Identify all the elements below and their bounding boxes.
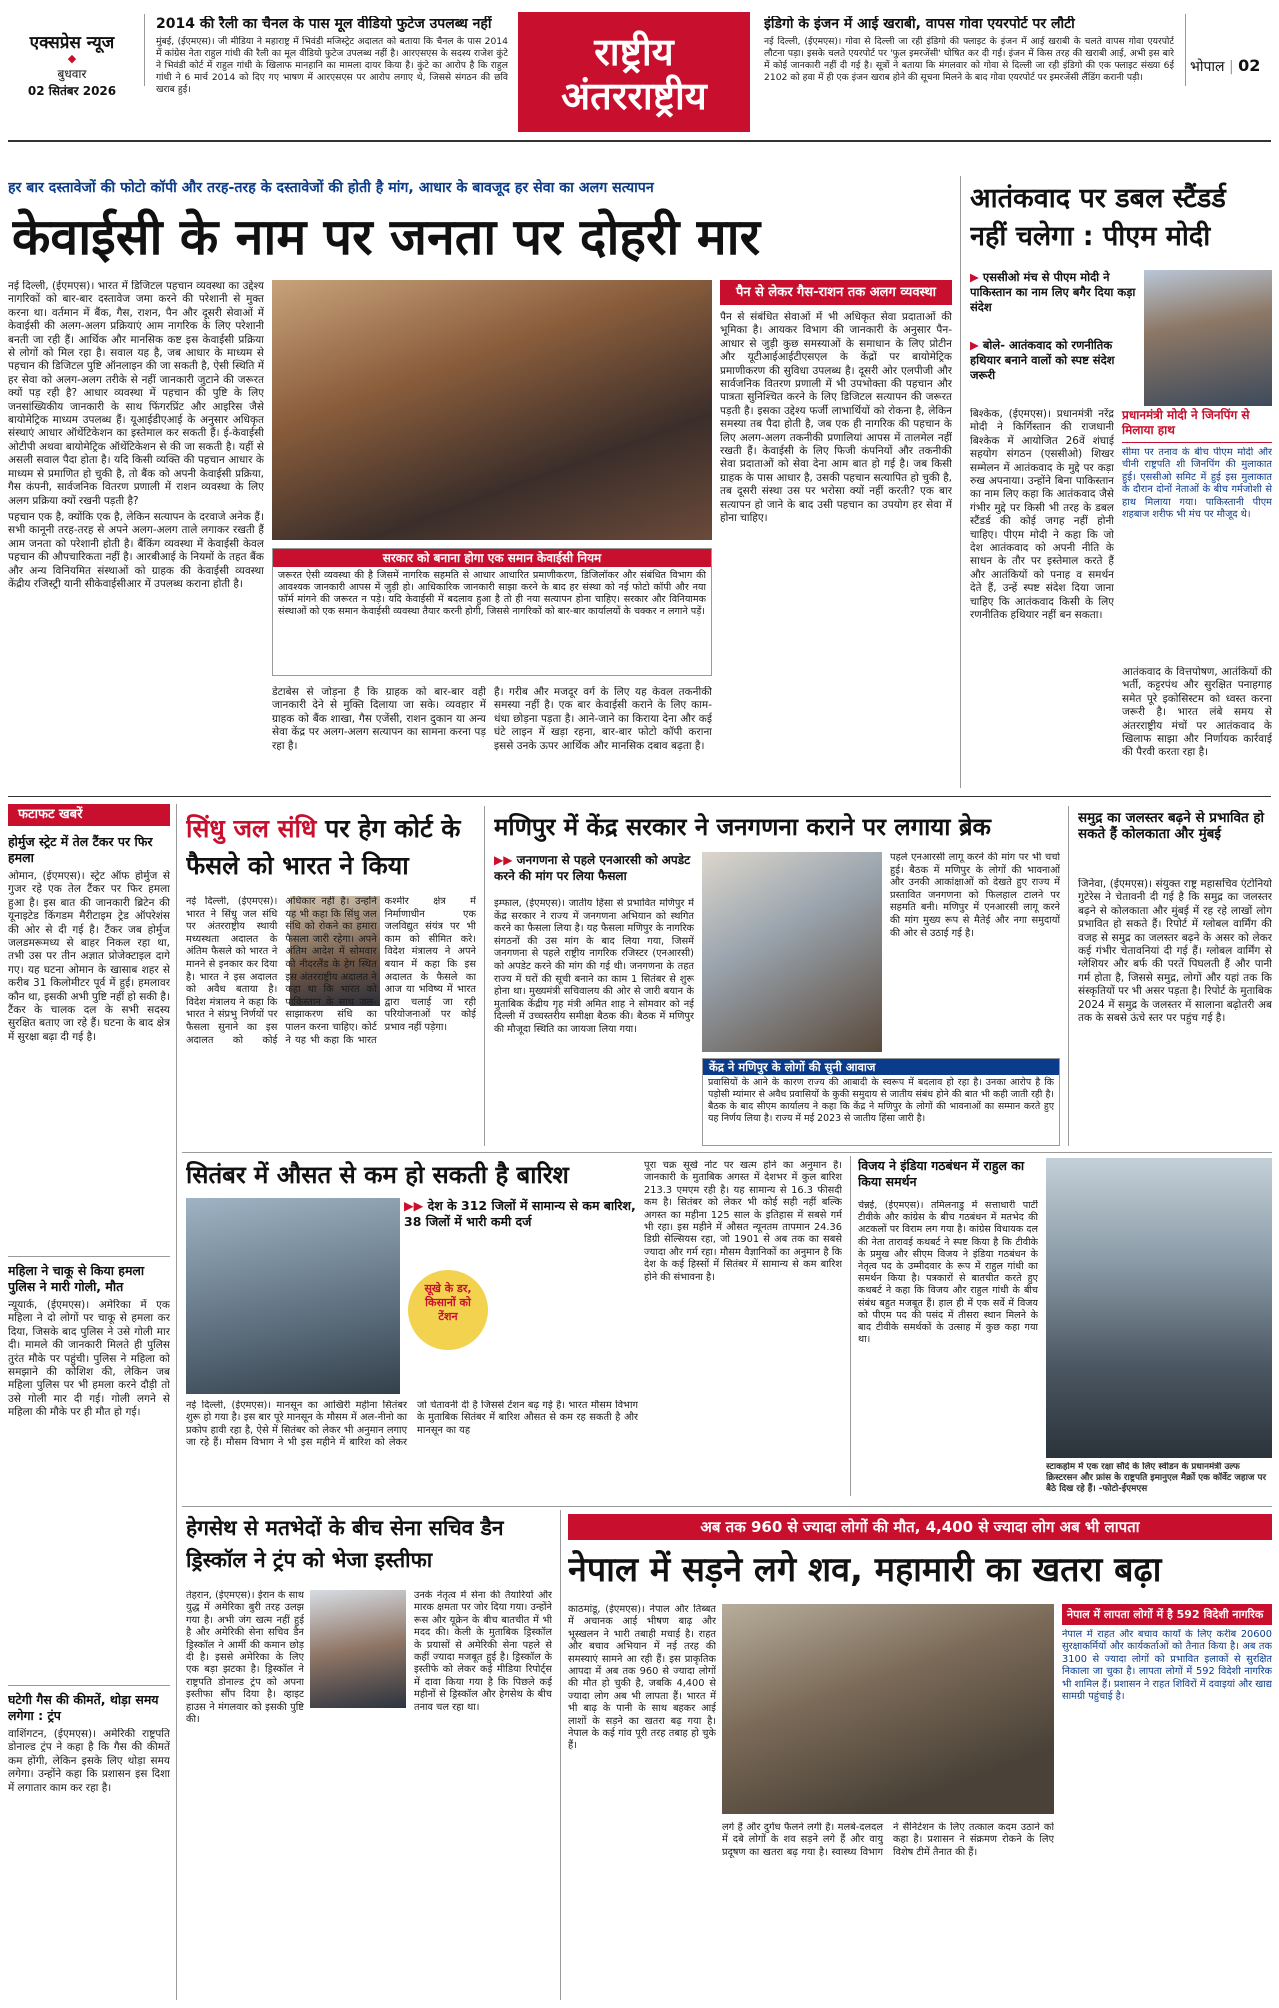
fatafat-item-3-body: वाशिंगटन, (ईएमएस)। अमेरिकी राष्ट्रपति डोनाल्ड ट्रंप ने कहा है कि गैस की कीमतें कम होंगी, लेकिन इसके लिए थोड़ा समय लगेगा। उन्होंने कहा कि प्रशासन इस दिशा में लगातार काम कर रहा है। [8, 1728, 170, 1794]
manipur-box-body: प्रवासियों के आने के कारण राज्य की आबादी के स्वरूप में बदलाव हो रहा है। उनका आरोप है कि पड़ोसी म्यांमार से अवैध प्रवासियों के कुकी समुदाय से जातीय संबंध होने की बात भी कही जाती रही है। बैठक के बाद सीएम कार्यालय ने कहा कि केंद्र ने मणिपुर के लोगों की भावनाओं का सम्मान करते हुए यह निर्णय लिया है। राज्य में मई 2023 से जातीय हिंसा जारी है। [708, 1077, 1054, 1124]
lead-col3: है। गरीब और मजदूर वर्ग के लिए यह केवल तकनीकी समस्या नहीं है। एक बार केवाईसी कराने के लिए काम-धंधा छोड़ना पड़ता है। आने-जाने का किराया देना और कई घंटे लाइन में खड़ा रहना, बार-बार फोटो कॉपी कराना इससे उनके ऊपर आर्थिक और मानसिक दबाव बढ़ता है। [494, 686, 712, 752]
nepal-body-1: काठमांडू, (ईएमएस)। नेपाल और तिब्बत में अचानक आई भीषण बाढ़ और भूस्खलन ने भारी तबाही मचाई है। राहत और बचाव अभियान में नई तरह की समस्याएं सामने आ रही हैं। इस प्राकृतिक आपदा में अब तक 960 से ज्यादा लोगों की मौत हो चुकी है, जबकि 4,400 से ज्यादा लोग अब भी लापता हैं। भारत में भी बाढ़ के पानी के साथ बहकर आई लाशों के सड़ने का खतरा बढ़ गया है। नेपाल के कई गांव पूरी तरह तबाह हो चुके हैं। [568, 1604, 716, 1752]
lead-col1-para2: पहचान एक है, क्योंकि एक है, लेकिन सत्यापन के दरवाजे अनेक हैं। सभी कानूनी तरह-तरह से अपने अलग-अलग ताले लगाकर रखती हैं आम जनता को परेशानी होती है। बैंकिंग व्यवस्था में केवाईसी केवल पहचान की औपचारिकता नहीं है। आरबीआई के नियमों के तहत बैंक और अन्य विनियमित संस्थाओं को ग्राहक की केवाईसी व्यवस्था केंद्रीय रजिस्ट्री यानी सीकेवाईसीआर में उपलब्ध कराना होती है। [8, 510, 264, 590]
rain-photo [186, 1198, 400, 1394]
top-left-body: मुंबई, (ईएमएस)। जी मीडिया ने महाराष्ट्र में भिवंडी मजिस्ट्रेट अदालत को बताया कि चैनल के पास 2014 में कांग्रेस नेता राहुल गांधी की रैली का मूल वीडियो फुटेज उपलब्ध नहीं है। आरएसएस के सदस्य राजेश कुंटे ने भिवंडी कोर्ट में राहुल गांधी के खिलाफ मानहानि का मामला दायर किया है। कुंटे का आरोप है कि राहुल गांधी ने 6 मार्च 2014 को दिए गए भाषण में आरएसएस पर आरोप लगाए थे, जिससे संगठन की छवि खराब हुई। [156, 36, 508, 95]
modi-box [1122, 408, 1272, 658]
fatafat-item-1-body: ओमान, (ईएमएस)। स्ट्रेट ऑफ होर्मुज से गुजर रहे एक तेल टैंकर पर फिर हमला हुआ है। इस बात की जानकारी ब्रिटेन की यूनाइटेड किंगडम मैरीटाइम ट्रेड ऑपरेशंस की ओर से दी गई है। टैंकर जब होर्मुज जलडमरूमध्य से बाहर निकल रहा था, तभी उस पर तीन अज्ञात प्रोजेक्टाइल दागे गए। यह घटना ओमान के खासाब शहर से करीब 31 किलोमीटर पूर्व में हुई। हमलावर कौन था, इसकी अभी पुष्टि नहीं हो सकी है। टैंकर के चालक दल के सभी सदस्य सुरक्षित बताए जा रहे हैं। घटना के बाद क्षेत्र में सुरक्षा बढ़ा दी गई है। [8, 870, 170, 1043]
manipur-box [702, 1058, 1060, 1146]
fatafat-item-3 [8, 1692, 170, 1968]
top-left-headline: 2014 की रैली का चैनल के पास मूल वीडियो फुटेज उपलब्ध नहीं [156, 16, 492, 32]
corvette-photo-caption: स्टाकहोम में एक रक्षा सौदे के लिए स्वीडन के प्रधानमंत्री उल्फ क्रिस्टरसन और फ्रांस के राष्ट्रपति इमानुएल मैक्रों एक कॉर्वेट जहाज पर बैठे दिख रहे हैं। -फोटो-ईएमएस [1046, 1462, 1267, 1494]
manipur-col2: पहले एनआरसी लागू करने की मांग पर भी चर्चा हुई। बैठक में मणिपुर के लोगों की भावनाओं और उनकी आकांक्षाओं को देखते हुए राज्य में प्रस्तावित जनगणना को फिलहाल टालने पर सहमति बनी। मणिपुर में एनआरसी लागू करने की मांग मुख्य रूप से मैतेई और नगा समुदायों की ओर से उठाई गई है। [890, 852, 1060, 939]
rain-body-2: पूरा चक्र सूखे नोट पर खत्म होने का अनुमान है। जानकारी के मुताबिक अगस्त में देशभर में कुल बारिश 213.3 एमएम रही है। यह सामान्य से 16.3 फीसदी कम है। सितंबर को लेकर भी कोई सही नहीं बल्कि अगस्त का महीना 125 साल के इतिहास में सबसे गर्म भी रहा। इस महीने में औसत न्यूनतम तापमान 24.36 डिग्री सेल्सियस रहा, जो 1901 से अब तक का सबसे ज्यादा और गर्म रहा। मौसम वैज्ञानिकों का अनुमान है कि देश के कई हिस्सों में सितंबर में सामान्य से कम बारिश होने की संभावना है। [644, 1160, 842, 1283]
rain-body-1: नई दिल्ली, (ईएमएस)। मानसून का आखिरी महीना सितंबर शुरू हो गया है। इस बार पूरे मानसून के मौसम में अल-नीनो का प्रकोप हावी रहा है, ऐसे में सितंबर को लेकर भी अनुमान लगाए जा रहे हैं। मौसम विभाग ने भी इस महीने में बारिश को लेकर जो चेतावनी दी है जिससे टेंशन बढ़ गई है। भारत मौसम विभाग के मुताबिक सितंबर में बारिश औसत से कम रह सकती है और मानसून का यह [186, 1400, 638, 1449]
nepal-body-2: लगे हैं और दुर्गंध फैलने लगी है। मलबे-दलदल में दबे लोगों के शव सड़ने लगे हैं और वायु प्रदूषण का खतरा बढ़ गया है। स्वास्थ्य विभाग ने सैनिटेशन के लिए तत्काल कदम उठाने को कहा है। प्रशासन ने संक्रमण रोकने के लिए विशेष टीमें तैनात की हैं। [722, 1822, 1054, 1858]
lead-photo-crowd [272, 280, 712, 540]
nepal-photo [722, 1604, 1054, 1814]
fatafat-item-3-head: घटेगी गैस की कीमतें, थोड़ा समय लगेगा : ट्रंप [8, 1692, 159, 1723]
modi-bullet-2-text: बोले- आतंकवाद को रणनीतिक हथियार बनाने वालों को स्पष्ट संदेश जरूरी [970, 338, 1115, 382]
hegseth-photo [310, 1590, 406, 1708]
manipur-subhead: ▶▶ जनगणना से पहले एनआरसी को अपडेट करने की मांग पर लिया फैसला [494, 853, 691, 883]
indus-body: नई दिल्ली, (ईएमएस)। भारत ने सिंधु जल संधि पर अंतरराष्ट्रीय स्थायी मध्यस्थता अदालत के अंतिम फैसले को भारत ने मानने से इनकार कर दिया है। भारत ने इस अदालत को अवैध बताया है। विदेश मंत्रालय ने कहा कि भारत ने संप्रभु निर्णयों पर फैसला सुनाने का इस अदालत को कोई अधिकार नहीं है। उन्होंने यह भी कहा कि सिंधु जल संधि को रोकने का हमारा फैसला जारी रहेगा। अपने अंतिम आदेश में सोमवार को नीदरलैंड के हेग स्थित इस अंतरराष्ट्रीय अदालत ने कहा था कि भारत को पाकिस्तान के साथ जल-साझाकरण संधि का पालन करना चाहिए। कोर्ट ने यह भी कहा कि भारत कश्मीर क्षेत्र में निर्माणाधीन एक जलविद्युत संयंत्र पर भी काम को सीमित करे। विदेश मंत्रालय ने अपने बयान में कहा कि इस अदालत के फैसले का आज या भविष्य में भारत द्वारा चलाई जा रही परियोजनाओं पर कोई प्रभाव नहीं पड़ेगा। [186, 896, 476, 1046]
modi-headline: आतंकवाद पर डबल स्टैंडर्ड नहीं चलेगा : पीएम मोदी [970, 183, 1226, 252]
modi-bullet-1-text: एससीओ मंच से पीएम मोदी ने पाकिस्तान का नाम लिए बगैर दिया कड़ा संदेश [970, 270, 1136, 314]
lead-inset-body: जरूरत ऐसी व्यवस्था की है जिसमें नागरिक सहमति से आधार आधारित प्रमाणीकरण, डिजिलॉकर और संबंधित विभाग की आवश्यक जानकारी आपस में जुड़ी हो। आधिकारिक जानकारी साझा करने के बाद हर संस्था को नई फोटो कॉपी और नया फॉर्म मांगने की जरूरत न पड़े। यदि केवाईसी में बदलाव हुआ है तो ही नया सत्यापन होना चाहिए। सरकार और विनियामक संस्थाओं को एक समान केवाईसी व्यवस्था तैयार करनी होगी, जिससे नागरिकों को बार-बार कार्यालयों के चक्कर न लगाने पड़ें। [278, 570, 706, 617]
manipur-subhead-text: जनगणना से पहले एनआरसी को अपडेट करने की मांग पर लिया फैसला [494, 853, 691, 883]
modi-photo [1144, 270, 1272, 406]
fatafat-item-2-body: न्यूयार्क, (ईएमएस)। अमेरिका में एक महिला ने दो लोगों पर चाकू से हमला कर दिया, जिसके बाद पुलिस ने उसे गोली मार दी। मामले की जानकारी मिलते ही पुलिस तुरंत मौके पर पहुंची। पुलिस ने महिला को समझाने की कोशिश की, लेकिन जब महिला पुलिस पर भी हमला करने दौड़ी तो उसे गोली मार दी गई। गोली लगने से महिला की मौके पर ही मौत हो गई। [8, 1299, 170, 1419]
coastal-body: जिनेवा, (ईएमएस)। संयुक्त राष्ट्र महासचिव एंटोनियो गुटेरेस ने चेतावनी दी गई है कि समुद्र का जलस्तर बढ़ने से कोलकाता और मुंबई में रह रहे लाखों लोग प्रभावित हो सकते हैं। रिपोर्ट में ग्लोबल वार्मिंग की वजह से समुद्र का जलस्तर बढ़ने के असर को लेकर कई गंभीर चेतावनियां दी गई हैं। ग्लोबल वार्मिंग से ग्लेशियर और बर्फ की परतें पिघलती हैं और पानी गर्म होता है, जिससे समुद्र, लोगों और यहां तक कि संस्कृतियों पर भी असर पड़ता है। रिपोर्ट के मुताबिक 2024 में समुद्र के जलस्तर में सालाना बढ़ोतरी अब तक के सबसे ऊंचे स्तर पर पहुंच गई है। [1078, 878, 1272, 1025]
top-right-story [764, 16, 1174, 96]
modi-bullets [970, 270, 1138, 400]
top-right-body: नई दिल्ली, (ईएमएस)। गोवा से दिल्ली जा रही इंडिगो की फ्लाइट के इंजन में आई खराबी के चलते वापस गोवा एयरपोर्ट लौटना पड़ा। इसके चलते एयरपोर्ट पर 'फुल इमरजेंसी' घोषित कर दी गई। इंजन में किस तरह की खराबी आई, अभी इस बारे में कोई जानकारी नहीं दी गई है। सूत्रों ने बताया कि मंगलवार को गोवा से दिल्ली जा रही इंडिगो की एक फ्लाइट संख्या 6ई 2102 को हवा में ही एक इंजन खराब होने की सूचना मिलने के बाद गोवा एयरपोर्ट पर इमरजेंसी लैंडिंग करानी पड़ी। [764, 36, 1174, 83]
rain-badge [408, 1270, 488, 1350]
lead-col1 [8, 280, 264, 785]
section-banner [518, 12, 750, 132]
manipur-body: इम्फाल, (ईएमएस)। जातीय हिंसा से प्रभावित मणिपुर में केंद्र सरकार ने राज्य में जनगणना अभियान को स्थगित करने का फैसला लिया है। यह फैसला मणिपुर के नागरिक संगठनों की उस मांग के बाद लिया गया, जिसमें जनगणना से पहले राष्ट्रीय नागरिक रजिस्टर (एनआरसी) को अपडेट करने की मांग की गई थी। जनगणना के तहत राज्य में घरों की सूची बनाने का काम 1 सितंबर से शुरू होना था। मुख्यमंत्री सचिवालय की ओर से जारी बयान के मुताबिक केंद्रीय गृह मंत्री अमित शाह ने सोमवार को नई दिल्ली में उच्चस्तरीय समीक्षा बैठक की। बैठक में मणिपुर की मौजूदा स्थिति का जायजा लिया गया। [494, 898, 694, 1035]
manipur-headline: मणिपुर में केंद्र सरकार ने जनगणना कराने पर लगाया ब्रेक [494, 813, 991, 841]
vijay-body: चेन्नई, (ईएमएस)। तमिलनाडु में सत्ताधारी पार्टी टीवीके और कांग्रेस के बीच गठबंधन में मतभेद की अटकलों पर विराम लग गया है। कांग्रेस विधायक दल की नेता तारावई कथबर्ट ने स्पष्ट किया है कि टीवीके के प्रमुख और सीएम विजय ने इंडिया गठबंधन के नेतृत्व पद के उम्मीदवार के रूप में राहुल गांधी का समर्थन किया है। पत्रकारों से बातचीत करते हुए कथबर्ट ने कहा कि विजय और राहुल गांधी के बीच संबंध बहुत मजबूत हैं। हाल ही में एक सर्वे में विजय को पीएम पद की पसंद में तीसरा स्थान मिलने के बाद टीवीके समर्थकों के उत्साह में कुछ कहा गया था। [858, 1200, 1038, 1346]
modi-box-body: सीमा पर तनाव के बीच पीएम मोदी और चीनी राष्ट्रपति शी जिनपिंग की मुलाकात हुई। एससीओ समिट में हुई इस मुलाकात के दौरान दोनों नेताओं के बीच गर्मजोशी से हाथ मिलाया गया। पाकिस्तानी पीएम शहबाज शरीफ भी मंच पर मौजूद थे। [1122, 447, 1272, 521]
indus-headline [186, 810, 476, 886]
fatafat-item-2-head: महिला ने चाकू से किया हमला पुलिस ने मारी गोली, मौत [8, 1263, 145, 1294]
modi-bullet-2: ▶ बोले- आतंकवाद को रणनीतिक हथियार बनाने वालों को स्पष्ट संदेश जरूरी [970, 338, 1115, 382]
page-number: 02 [1238, 56, 1261, 75]
indus-headline-rest: पर हेग कोर्ट के फैसले को भारत ने किया [186, 814, 461, 880]
nepal-sidebar-body: नेपाल में राहत और बचाव कार्यों के लिए करीब 20600 सुरक्षाकर्मियों और कार्यकर्ताओं को तैनात किया है। अब तक 3100 से ज्यादा लोगों को प्रभावित इलाकों से सुरक्षित निकाला जा चुका है। लापता लोगों में 592 विदेशी नागरिक भी शामिल हैं। प्रशासन ने राहत शिविरों में दवाइयां और खाद्य सामग्री पहुंचाई है। [1062, 1629, 1272, 1703]
lead-kicker: हर बार दस्तावेजों की फोटो कॉपी और तरह-तरह के दस्तावेजों की होती है मांग, आधार के बावजूद हर सेवा का अलग सत्यापन [8, 180, 654, 196]
modi-body: बिश्केक, (ईएमएस)। प्रधानमंत्री नरेंद्र मोदी ने किर्गिस्तान की राजधानी बिश्केक में आयोजित 26वें शंघाई सहयोग संगठन (एससीओ) शिखर सम्मेलन में आतंकवाद के मुद्दे पर कड़ा रुख अपनाया। उन्होंने बिना पाकिस्तान का नाम लिए कहा कि आतंकवाद जैसे गंभीर मुद्दे पर किसी भी तरह के डबल स्टैंडर्ड की कोई जगह नहीं होनी चाहिए। पीएम मोदी ने कहा कि जो देश आतंकवाद को अपनी नीति के साधन के तौर पर इस्तेमाल करते हैं और आतंकियों को पनाह व समर्थन देते हैं, उन्हें स्पष्ट संदेश दिया जाना चाहिए कि आतंकवाद किसी के लिए रणनीतिक हथियार नहीं बन सकता। [970, 408, 1114, 622]
page-folio: भोपाल | 02 [1190, 56, 1261, 75]
fatafat-column [8, 804, 170, 2000]
lead-sidebar-body: पैन से संबंधित सेवाओं में भी अधिकृत सेवा प्रदाताओं की भूमिका है। आयकर विभाग की जानकारी के अनुसार पैन-आधार से जुड़ी कुछ समस्याओं के समाधान के लिए प्रोटीन और यूटीआईआईटीएसएल के केंद्रों पर बायोमेट्रिक प्रमाणीकरण की सुविधा उपलब्ध है। दूसरी ओर एलपीजी और सार्वजनिक वितरण प्रणाली में भी उपभोक्ता की पहचान और पात्रता सुनिश्चित करने के लिए डिजिटल सत्यापन की जरूरत पड़ती है। इसका उद्देश्य फर्जी लाभार्थियों को रोकना है, लेकिन समस्या तब पैदा होती है, जब एक ही नागरिक की पहचान के लिए अलग-अलग तकनीकी प्रणालियां आपस में तालमेल नहीं रखती हैं। केवाईसी के लिए फिजी कंपनियों और तकनीकी सेवा प्रदाताओं को सेवा देना आम बात हो गई है। जब किसी ग्राहक के पास आधार है, उसकी पहचान सत्यापित हो चुकी है, तब दूसरी संस्था उस पर भरोसा क्यों नहीं करती? एक बार सत्यापन हो जाने के बाद उसी पहचान का उपयोग हर सेवा में होना चाहिए। [720, 311, 952, 525]
lead-col2: डेटाबेस से जोड़ना है कि ग्राहक को बार-बार वही जानकारी देने से मुक्ति दिलाया जा सके। व्यवहार में ग्राहक को बैंक शाखा, गैस एजेंसी, राशन दुकान या अन्य सेवा केंद्र पर अलग-अलग सत्यापन का सामना करना पड़ रहा है। [272, 686, 486, 752]
lead-sidebar [720, 280, 952, 785]
coastal-headline: समुद्र का जलस्तर बढ़ने से प्रभावित हो सकते हैं कोलकाता और मुंबई [1078, 810, 1265, 842]
corvette-photo [1046, 1158, 1272, 1458]
issue-date: 02 सितंबर 2026 [27, 84, 117, 98]
section-line2: अंतरराष्ट्रीय [561, 74, 707, 118]
rain-subhead-text: देश के 312 जिलों में सामान्य से कम बारिश, 38 जिलों में भारी कमी दर्ज [404, 1198, 636, 1229]
hegseth-headline: हेगसेथ से मतभेदों के बीच सेना सचिव डैन ड्रिस्कॉल ने ट्रंप को भेजा इस्तीफा [186, 1516, 504, 1572]
fatafat-item-1-head: होर्मुज स्ट्रेट में तेल टैंकर पर फिर हमला [8, 834, 153, 865]
lead-col1-para1: नई दिल्ली, (ईएमएस)। भारत में डिजिटल पहचान व्यवस्था का उद्देश्य नागरिकों को बार-बार दस्तावेज जमा करने की परेशानी से मुक्त करना था। वर्तमान में बैंक, गैस, राशन, पैन और दूसरी सेवाओं में केवाईसी की अलग-अलग प्रक्रियाएं आम नागरिक के लिए परेशानी बनती जा रही हैं। आर्थिक और मानसिक कष्ट इस केवाईसी प्रक्रिया से लोगों को मिल रहा है। सवाल यह है, जब आधार के माध्यम से पहचान की डिजिटल पुष्टि ऑनलाइन की जा सकती है, ऐसी स्थिति में हर सेवा को अलग-अलग तरीके से नहीं जानकारी जुटाने की जरूरत क्यों पड़ रही है? आधार व्यवस्था में पहचान की पुष्टि के लिए जनसांख्यिकीय जानकारी के साथ फिंगरप्रिंट और आइरिस जैसे बायोमेट्रिक माध्यम उपलब्ध हैं। यूआईडीएआई के अनुसार अधिकृत संस्थाएं आधार ऑथेंटिकेशन का इस्तेमाल कर सकती हैं। ई-केवाईसी ओटीपी अथवा बायोमेट्रिक ऑथेंटिकेशन से की जा सकती है। यहीं से असली सवाल पैदा होता है। यदि किसी व्यक्ति की पहचान आधार के माध्यम से प्रमाणित हो चुकी है, तो बैंक को अपनी केवाईसी प्रक्रिया, गैस कंपनी, सार्वजनिक वितरण प्रणाली में राशन व्यवस्था के लिए अलग प्रक्रिया क्यों रखनी पड़ती है? [8, 280, 264, 507]
nepal-sidebar-head: नेपाल में लापता लोगों में है 592 विदेशी नागरिक [1062, 1604, 1272, 1625]
nepal-banner: अब तक 960 से ज्यादा लोगों की मौत, 4,400 से ज्यादा लोग अब भी लापता [568, 1514, 1272, 1540]
fatafat-item-1 [8, 834, 170, 1250]
manipur-photo [702, 852, 882, 1052]
modi-box-head: प्रधानमंत्री मोदी ने जिनपिंग से मिलाया हाथ [1122, 408, 1272, 443]
modi-body-2: आतंकवाद के वित्तपोषण, आतंकियों की भर्ती, कट्टरपंथ और सुरक्षित पनाहगाह समेत पूरे इकोसिस्टम को ध्वस्त करना जरूरी है। भारत लंबे समय से अंतरराष्ट्रीय मंचों पर आतंकवाद के खिलाफ साझा और निर्णायक कार्रवाई की पैरवी करता रहा है। [1122, 666, 1272, 759]
brand-ornament-icon: ◆ [67, 52, 77, 65]
lead-inset-box [272, 548, 712, 676]
indus-headline-red: सिंधु जल संधि [186, 814, 317, 843]
hegseth-body-2: उनके नेतृत्व में सेना की तैयारियों और मारक क्षमता पर जोर दिया गया। उन्होंने रूस और यूक्रेन के बीच बातचीत में भी मदद की। केली के मुताबिक ड्रिस्कॉल के प्रयासों से अमेरिकी सेना पहले से कहीं ज्यादा मजबूत हुई है। ड्रिस्कॉल के इस्तीफे को लेकर कई मीडिया रिपोर्ट्स में दावा किया गया है कि पिछले कई महीनों से ड्रिस्कॉल और हेगसेथ के बीच तनाव चल रहा था। [414, 1590, 552, 1713]
section-line1: राष्ट्रीय [594, 30, 674, 74]
fatafat-label: फटाफट खबरें [8, 804, 170, 826]
modi-bullet-1: ▶ एससीओ मंच से पीएम मोदी ने पाकिस्तान का नाम लिए बगैर दिया कड़ा संदेश [970, 270, 1136, 314]
vijay-headline: विजय ने इंडिया गठबंधन में राहुल का किया समर्थन [858, 1158, 1025, 1189]
rain-badge-text: सूखे के डर, किसानों को टेंशन [424, 1282, 472, 1323]
lead-inset-head: सरकार को बनाना होगा एक समान केवाईसी नियम [273, 549, 711, 567]
nepal-headline: नेपाल में सड़ने लगे शव, महामारी का खतरा बढ़ा [568, 1550, 1162, 1590]
nepal-sidebar [1062, 1604, 1272, 1998]
brand-name: एक्सप्रेस न्यूज [29, 33, 115, 53]
masthead-brand-block [8, 8, 136, 98]
issue-day: बुधवार [57, 67, 87, 81]
top-left-story [156, 16, 508, 96]
manipur-box-head: केंद्र ने मणिपुर के लोगों की सुनी आवाज [703, 1059, 1059, 1075]
edition-city: भोपाल [1190, 59, 1225, 75]
lead-sidebar-head: पैन से लेकर गैस-राशन तक अलग व्यवस्था [720, 280, 952, 305]
rain-headline: सितंबर में औसत से कम हो सकती है बारिश [186, 1161, 569, 1189]
hegseth-body-1: तेहरान, (ईएमएस)। ईरान के साथ युद्ध में अमेरिका बुरी तरह उलझ गया है। अभी जंग खत्म नहीं हुई है और अमेरिकी सेना सचिव डैन ड्रिस्कॉल ने आर्मी की कमान छोड़ दी है। इससे अमेरिका के लिए एक बड़ा झटका है। ड्रिस्कॉल ने राष्ट्रपति डोनाल्ड ट्रंप को अपना इस्तीफा सौंप दिया है। व्हाइट हाउस ने मंगलवार को इसकी पुष्टि की। [186, 1590, 304, 1726]
top-right-headline: इंडिगो के इंजन में आई खराबी, वापस गोवा एयरपोर्ट पर लौटी [764, 16, 1075, 32]
rain-subhead: ▶▶ देश के 312 जिलों में सामान्य से कम बारिश, 38 जिलों में भारी कमी दर्ज [404, 1198, 636, 1229]
lead-headline: केवाईसी के नाम पर जनता पर दोहरी मार [12, 208, 761, 266]
fatafat-item-2 [8, 1263, 170, 1679]
